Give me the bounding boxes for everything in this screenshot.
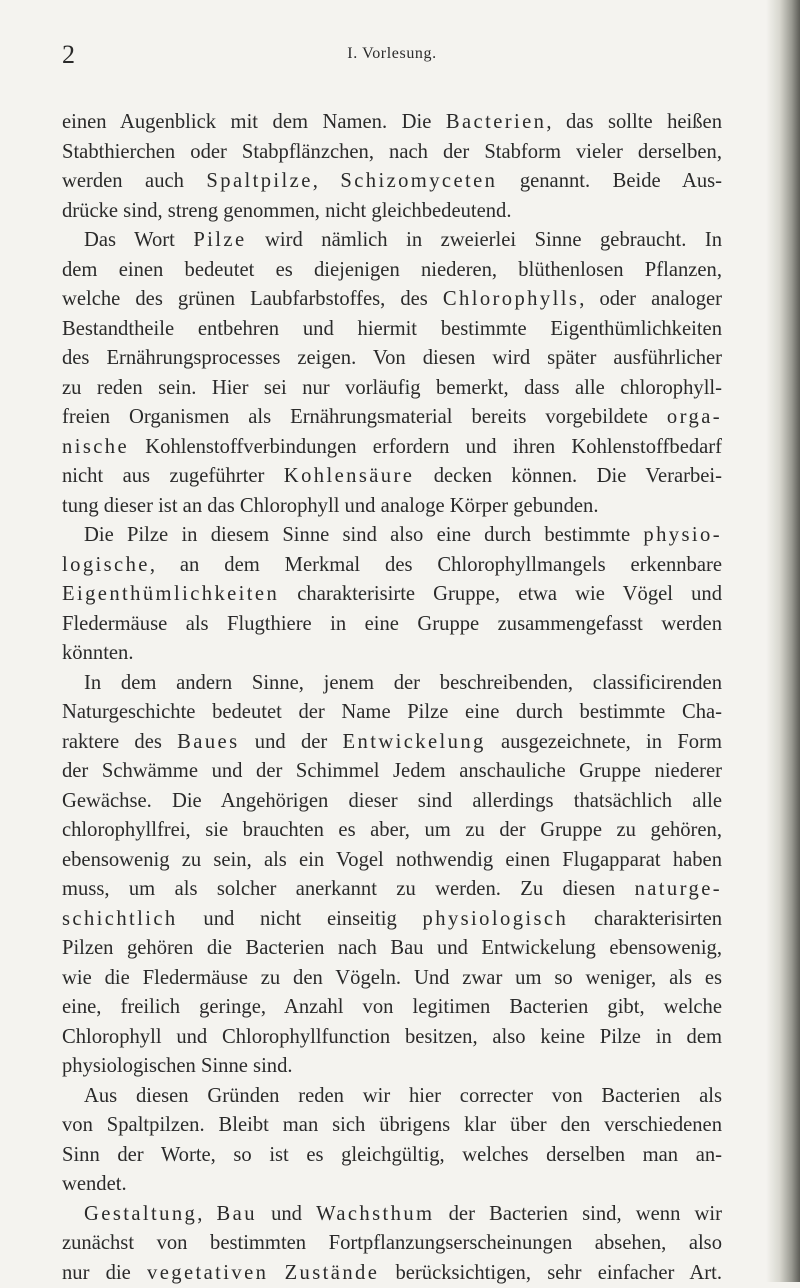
text-line bbox=[62, 875, 722, 905]
text-run: der Bacterien sind, wenn wir bbox=[434, 1203, 722, 1225]
spaced-emphasis: Bau bbox=[217, 1203, 257, 1225]
text-run: Gewächse. Die Angehörigen dieser sind allerdings thatsächlich alle bbox=[62, 790, 722, 812]
text-line bbox=[62, 108, 722, 138]
text-line bbox=[62, 315, 722, 345]
text-run: In dem andern Sinne, jenem der beschreibenden, classificirenden bbox=[84, 672, 722, 694]
text-run: Naturgeschichte bedeutet der Name Pilze eine durch bestimmte Cha- bbox=[62, 701, 722, 723]
text-line bbox=[62, 580, 722, 610]
text-run: , bbox=[197, 1203, 216, 1225]
text-line bbox=[62, 993, 722, 1023]
text-line bbox=[62, 787, 722, 817]
text-line bbox=[62, 256, 722, 286]
text-run: chlorophyllfrei, sie brauchten es aber, um zu der Gruppe zu gehören, bbox=[62, 819, 722, 841]
text-run: Sinn der Worte, so ist es gleichgültig, welches derselben man an- bbox=[62, 1144, 722, 1166]
text-line bbox=[62, 344, 722, 374]
text-line bbox=[62, 639, 722, 669]
text-run: wie die Fledermäuse zu den Vögeln. Und zwar um so weniger, als es bbox=[62, 967, 722, 989]
text-line bbox=[62, 551, 722, 581]
text-run: , bbox=[313, 170, 341, 192]
text-line bbox=[62, 964, 722, 994]
text-run: genannt. Beide Aus- bbox=[497, 170, 722, 192]
text-run: könnten. bbox=[62, 642, 134, 664]
spaced-emphasis: Eigenthümlichkeiten bbox=[62, 583, 279, 605]
text-run: und nicht einseitig bbox=[178, 908, 423, 930]
text-line bbox=[62, 905, 722, 935]
text-line bbox=[62, 138, 722, 168]
text-run: tung dieser ist an das Chlorophyll und analoge Körper gebunden. bbox=[62, 495, 598, 517]
spaced-emphasis: Zustände bbox=[285, 1262, 380, 1284]
spaced-emphasis: vegetativen bbox=[147, 1262, 268, 1284]
running-head: I. Vorlesung. bbox=[62, 45, 722, 63]
text-line bbox=[62, 934, 722, 964]
text-run: physiologischen Sinne sind. bbox=[62, 1055, 293, 1077]
text-run: welche des grünen Laubfarbstoffes, des bbox=[62, 288, 443, 310]
text-line bbox=[62, 1111, 722, 1141]
text-run: wendet. bbox=[62, 1173, 127, 1195]
spaced-emphasis: naturge- bbox=[635, 878, 722, 900]
spaced-emphasis: physiologisch bbox=[423, 908, 569, 930]
text-run: Die Pilze in diesem Sinne sind also eine durch bestimmte bbox=[84, 524, 643, 546]
page-number: 2 bbox=[62, 40, 75, 70]
text-line bbox=[62, 433, 722, 463]
spaced-emphasis: Chlorophylls bbox=[443, 288, 579, 310]
spaced-emphasis: Entwickelung bbox=[343, 731, 486, 753]
spaced-emphasis: Gestaltung bbox=[84, 1203, 197, 1225]
text-run: ausgezeichnete, in Form bbox=[486, 731, 722, 753]
spaced-emphasis: schichtlich bbox=[62, 908, 178, 930]
spaced-emphasis: orga- bbox=[667, 406, 722, 428]
text-line bbox=[62, 197, 722, 227]
text-run: drücke sind, streng genommen, nicht gleichbedeutend. bbox=[62, 200, 512, 222]
text-line bbox=[62, 403, 722, 433]
text-run: werden auch bbox=[62, 170, 206, 192]
text-line bbox=[62, 757, 722, 787]
text-run: Kohlenstoffverbindungen erfordern und ihren Kohlenstoffbedarf bbox=[129, 436, 722, 458]
text-line bbox=[62, 669, 722, 699]
text-line bbox=[62, 285, 722, 315]
text-run: ebensowenig zu sein, als ein Vogel nothwendig einen Flugapparat haben bbox=[62, 849, 722, 871]
text-line bbox=[62, 1259, 722, 1288]
spaced-emphasis: Wachsthum bbox=[316, 1203, 434, 1225]
body-text bbox=[62, 108, 722, 1288]
text-run: nur die bbox=[62, 1262, 147, 1284]
text-run: zu reden sein. Hier sei nur vorläufig bemerkt, dass alle chlorophyll- bbox=[62, 377, 722, 399]
text-run bbox=[268, 1262, 284, 1284]
text-run: des Ernährungsprocesses zeigen. Von diesen wird später ausführlicher bbox=[62, 347, 722, 369]
text-line bbox=[62, 1141, 722, 1171]
spaced-emphasis: Bacterien bbox=[446, 111, 547, 133]
text-run: charakterisirte Gruppe, etwa wie Vögel und bbox=[279, 583, 722, 605]
spaced-emphasis: Kohlensäure bbox=[284, 465, 414, 487]
spaced-emphasis: Pilze bbox=[193, 229, 246, 251]
text-line bbox=[62, 816, 722, 846]
text-run: Bestandtheile entbehren und hiermit bestimmte Eigenthümlichkeiten bbox=[62, 318, 722, 340]
text-run: Aus diesen Gründen reden wir hier correcter von Bacterien als bbox=[84, 1085, 722, 1107]
text-line bbox=[62, 1023, 722, 1053]
text-run: einen Augenblick mit dem Namen. Die bbox=[62, 111, 446, 133]
text-line bbox=[62, 492, 722, 522]
text-line bbox=[62, 167, 722, 197]
text-line bbox=[62, 226, 722, 256]
text-run: , an dem Merkmal des Chlorophyllmangels erkennbare bbox=[150, 554, 722, 576]
text-line bbox=[62, 374, 722, 404]
text-run: Fledermäuse als Flugthiere in eine Gruppe zusammengefasst werden bbox=[62, 613, 722, 635]
text-line bbox=[62, 846, 722, 876]
spaced-emphasis: logische bbox=[62, 554, 150, 576]
spaced-emphasis: nische bbox=[62, 436, 129, 458]
text-run: Chlorophyll und Chlorophyllfunction besitzen, also keine Pilze in dem bbox=[62, 1026, 722, 1048]
text-run: und bbox=[257, 1203, 316, 1225]
text-run: raktere des bbox=[62, 731, 177, 753]
text-run: Das Wort bbox=[84, 229, 193, 251]
text-run: und der bbox=[240, 731, 343, 753]
text-run: eine, freilich geringe, Anzahl von legitimen Bacterien gibt, welche bbox=[62, 996, 722, 1018]
text-line bbox=[62, 462, 722, 492]
text-run: , oder analoger bbox=[579, 288, 722, 310]
spaced-emphasis: physio- bbox=[643, 524, 722, 546]
page-header bbox=[62, 40, 722, 70]
text-line bbox=[62, 521, 722, 551]
text-run: Pilzen gehören die Bacterien nach Bau und Entwickelung ebensowenig, bbox=[62, 937, 722, 959]
text-run: freien Organismen als Ernährungsmaterial bereits vorgebildete bbox=[62, 406, 667, 428]
text-run: wird nämlich in zweierlei Sinne gebraucht. In bbox=[247, 229, 722, 251]
text-line bbox=[62, 610, 722, 640]
text-run: , das sollte heißen bbox=[546, 111, 722, 133]
text-line bbox=[62, 1052, 722, 1082]
text-line bbox=[62, 1229, 722, 1259]
text-run: charakterisirten bbox=[568, 908, 722, 930]
text-run: von Spaltpilzen. Bleibt man sich übrigens klar über den verschiedenen bbox=[62, 1114, 722, 1136]
text-line bbox=[62, 1200, 722, 1230]
text-line bbox=[62, 1170, 722, 1200]
text-run: nicht aus zugeführter bbox=[62, 465, 284, 487]
text-run: dem einen bedeutet es diejenigen niederen, blüthenlosen Pflanzen, bbox=[62, 259, 722, 281]
page-edge-shadow bbox=[766, 0, 800, 1282]
text-run: zunächst von bestimmten Fortpflanzungserscheinungen absehen, also bbox=[62, 1232, 722, 1254]
text-line bbox=[62, 1082, 722, 1112]
text-run: muss, um als solcher anerkannt zu werden. Zu diesen bbox=[62, 878, 635, 900]
text-line bbox=[62, 698, 722, 728]
spaced-emphasis: Schizomyceten bbox=[340, 170, 497, 192]
text-run: Stabthierchen oder Stabpflänzchen, nach der Stabform vieler derselben, bbox=[62, 141, 722, 163]
text-run: berücksichtigen, sehr einfacher Art. bbox=[379, 1262, 722, 1284]
text-line bbox=[62, 728, 722, 758]
text-run: der Schwämme und der Schimmel Jedem anschauliche Gruppe niederer bbox=[62, 760, 722, 782]
spaced-emphasis: Baues bbox=[177, 731, 239, 753]
text-run: decken können. Die Verarbei- bbox=[414, 465, 722, 487]
spaced-emphasis: Spaltpilze bbox=[206, 170, 312, 192]
